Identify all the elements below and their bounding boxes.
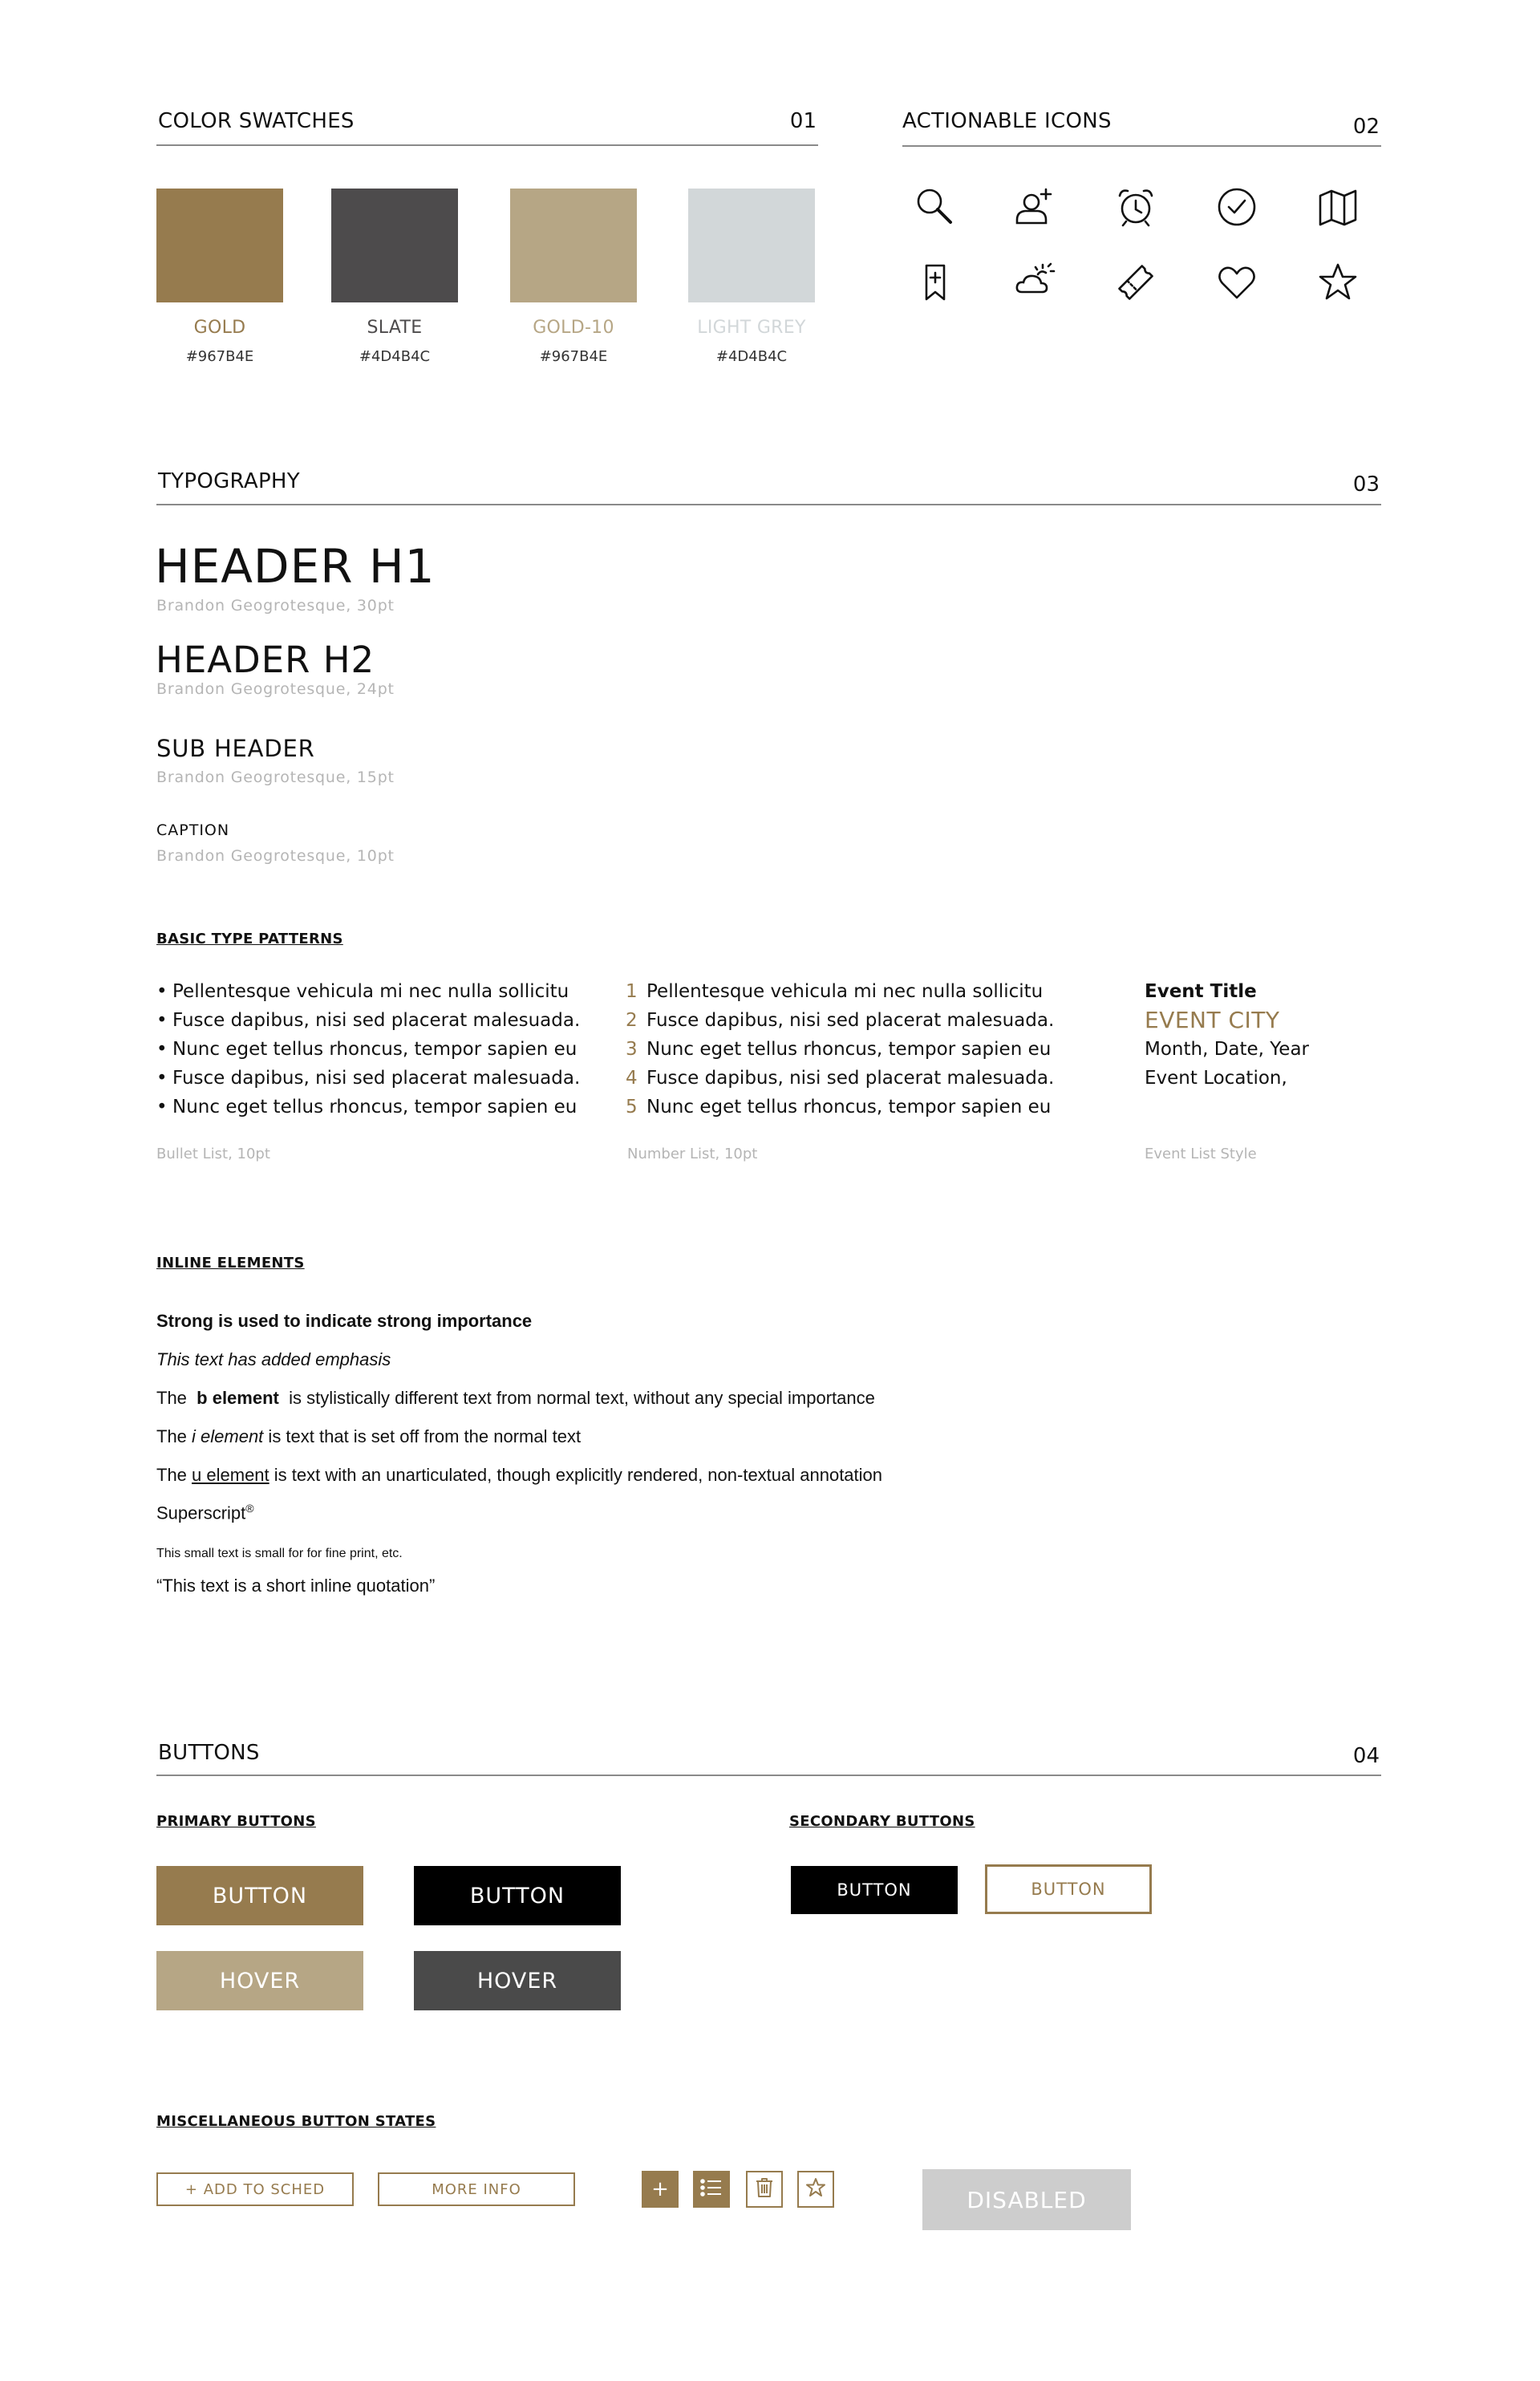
section-number-02: 02: [1352, 115, 1380, 139]
list-number: 5: [626, 1097, 638, 1117]
number-list-caption: Number List, 10pt: [627, 1146, 758, 1162]
add-to-schedule-button[interactable]: + ADD TO SCHED: [156, 2172, 354, 2206]
section-rule: [156, 504, 1381, 505]
add-user-icon[interactable]: [1014, 186, 1056, 228]
list-item: • Pellentesque vehicula mi nec nulla sollicitu: [156, 977, 580, 1006]
section-rule: [902, 145, 1381, 147]
number-list: [626, 977, 1054, 1122]
sub-header-spec: Brandon Geogrotesque, 15pt: [156, 769, 395, 786]
caption-spec: Brandon Geogrotesque, 10pt: [156, 847, 395, 865]
plus-icon: +: [651, 2177, 669, 2201]
color-swatch: [688, 189, 815, 302]
inline-bold: b element: [197, 1388, 279, 1408]
header-h1-sample: HEADER H1: [155, 539, 436, 594]
list-number: 4: [626, 1068, 638, 1089]
list-number: 2: [626, 1010, 638, 1031]
secondary-outline-button[interactable]: BUTTON: [985, 1864, 1152, 1914]
b-element-sample: [156, 1388, 875, 1409]
emphasis-sample: This text has added emphasis: [156, 1349, 391, 1369]
section-rule: [156, 144, 818, 146]
inline-text: The: [156, 1465, 192, 1485]
event-list: [1145, 977, 1309, 1093]
event-location: Event Location,: [1145, 1068, 1287, 1089]
list-item: [626, 1035, 1054, 1064]
bookmark-add-icon[interactable]: [914, 262, 956, 303]
star-icon[interactable]: [1317, 262, 1359, 303]
secondary-buttons-heading: SECONDARY BUTTONS: [789, 1813, 975, 1830]
primary-black-button[interactable]: BUTTON: [414, 1866, 621, 1925]
list-icon-button[interactable]: [693, 2171, 730, 2208]
strong-sample: Strong is used to indicate strong importance: [156, 1311, 533, 1331]
map-icon[interactable]: [1317, 186, 1359, 228]
ticket-icon[interactable]: [1115, 262, 1157, 303]
favorite-icon-button[interactable]: [797, 2171, 834, 2208]
swatch-hex: #4D4B4C: [715, 348, 788, 365]
superscript-sample: [156, 1502, 254, 1523]
inline-text: The: [156, 1388, 192, 1408]
section-title-color-swatches: COLOR SWATCHES: [158, 109, 355, 133]
swatch-name: LIGHT GREY: [697, 318, 806, 338]
section-number-01: 01: [789, 109, 817, 133]
list-item: • Fusce dapibus, nisi sed placerat malesuada.: [156, 1006, 580, 1035]
primary-black-hover-button[interactable]: HOVER: [414, 1951, 621, 2010]
event-city: EVENT CITY: [1145, 1007, 1280, 1033]
swatch-name: SLATE: [367, 318, 423, 338]
list-number: 1: [626, 981, 638, 1002]
inline-elements-heading: INLINE ELEMENTS: [156, 1255, 305, 1272]
bullet-list: [156, 977, 580, 1122]
list-item-text: Fusce dapibus, nisi sed placerat malesuada.: [646, 1010, 1055, 1031]
section-number-03: 03: [1352, 473, 1380, 497]
header-h1-spec: Brandon Geogrotesque, 30pt: [156, 597, 395, 615]
list-item: [626, 1093, 1054, 1122]
section-number-04: 04: [1352, 1744, 1380, 1768]
inline-text: The: [156, 1426, 192, 1446]
inline-italic: i element: [192, 1426, 264, 1446]
list-item-text: Fusce dapibus, nisi sed placerat malesuada.: [646, 1068, 1055, 1089]
color-swatch: [156, 189, 283, 302]
swatch-hex: #4D4B4C: [359, 348, 431, 365]
section-rule: [156, 1775, 1381, 1776]
swatch-hex: #967B4E: [539, 348, 608, 365]
event-list-caption: Event List Style: [1145, 1146, 1257, 1162]
u-element-sample: [156, 1465, 882, 1486]
superscript-mark: ®: [245, 1502, 254, 1515]
heart-icon[interactable]: [1216, 262, 1258, 303]
list-item: • Nunc eget tellus rhoncus, tempor sapien eu: [156, 1035, 580, 1064]
event-title[interactable]: Event Title: [1145, 981, 1257, 1002]
sub-header-sample: SUB HEADER: [156, 735, 315, 762]
section-title-typography: TYPOGRAPHY: [158, 469, 300, 493]
check-circle-icon[interactable]: [1216, 186, 1258, 228]
list-item-text: Pellentesque vehicula mi nec nulla sollicitu: [646, 981, 1044, 1002]
list-number: 3: [626, 1039, 638, 1060]
primary-buttons-heading: PRIMARY BUTTONS: [156, 1813, 316, 1830]
star-outline-icon: [805, 2177, 826, 2201]
caption-sample: CAPTION: [156, 821, 230, 839]
more-info-button[interactable]: MORE INFO: [378, 2172, 575, 2206]
inline-text: is stylistically different text from normal text, without any special importance: [283, 1388, 875, 1408]
small-text-sample: This small text is small for for fine print, etc.: [156, 1547, 403, 1560]
section-title-buttons: BUTTONS: [158, 1741, 260, 1765]
color-swatch: [510, 189, 637, 302]
list-item: [626, 977, 1054, 1006]
delete-icon-button[interactable]: [746, 2171, 783, 2208]
misc-button-states-heading: MISCELLANEOUS BUTTON STATES: [156, 2113, 436, 2130]
header-h2-spec: Brandon Geogrotesque, 24pt: [156, 680, 395, 698]
event-date: Month, Date, Year: [1145, 1039, 1310, 1060]
color-swatch: [331, 189, 458, 302]
inline-text: Superscript: [156, 1503, 246, 1523]
weather-icon[interactable]: [1014, 262, 1056, 303]
inline-underline: u element: [192, 1465, 270, 1485]
alarm-clock-icon[interactable]: [1115, 186, 1157, 228]
quote-sample: “This text is a short inline quotation”: [156, 1576, 436, 1596]
list-item: • Nunc eget tellus rhoncus, tempor sapien eu: [156, 1093, 580, 1122]
list-item-text: Nunc eget tellus rhoncus, tempor sapien eu: [646, 1097, 1052, 1117]
swatch-hex: #967B4E: [185, 348, 254, 365]
secondary-black-button[interactable]: BUTTON: [791, 1866, 958, 1914]
search-icon[interactable]: [914, 186, 956, 228]
section-title-actionable-icons: ACTIONABLE ICONS: [902, 109, 1112, 133]
list-icon: [700, 2178, 723, 2200]
i-element-sample: [156, 1426, 581, 1447]
inline-text: is text that is set off from the normal text: [263, 1426, 582, 1446]
list-item: [626, 1006, 1054, 1035]
inline-text: is text with an unarticulated, though explicitly rendered, non-textual annotation: [269, 1465, 883, 1485]
basic-type-patterns-heading: BASIC TYPE PATTERNS: [156, 931, 343, 947]
disabled-button[interactable]: DISABLED: [922, 2169, 1131, 2230]
primary-gold-hover-button[interactable]: HOVER: [156, 1951, 363, 2010]
swatch-name: GOLD: [193, 318, 246, 338]
primary-gold-button[interactable]: BUTTON: [156, 1866, 363, 1925]
list-item: [626, 1064, 1054, 1093]
trash-icon: [755, 2177, 774, 2201]
list-item-text: Nunc eget tellus rhoncus, tempor sapien eu: [646, 1039, 1052, 1060]
list-item: • Fusce dapibus, nisi sed placerat malesuada.: [156, 1064, 580, 1093]
header-h2-sample: HEADER H2: [156, 639, 375, 681]
add-icon-button[interactable]: [642, 2171, 679, 2208]
bullet-list-caption: Bullet List, 10pt: [156, 1146, 270, 1162]
swatch-name: GOLD-10: [533, 318, 614, 338]
